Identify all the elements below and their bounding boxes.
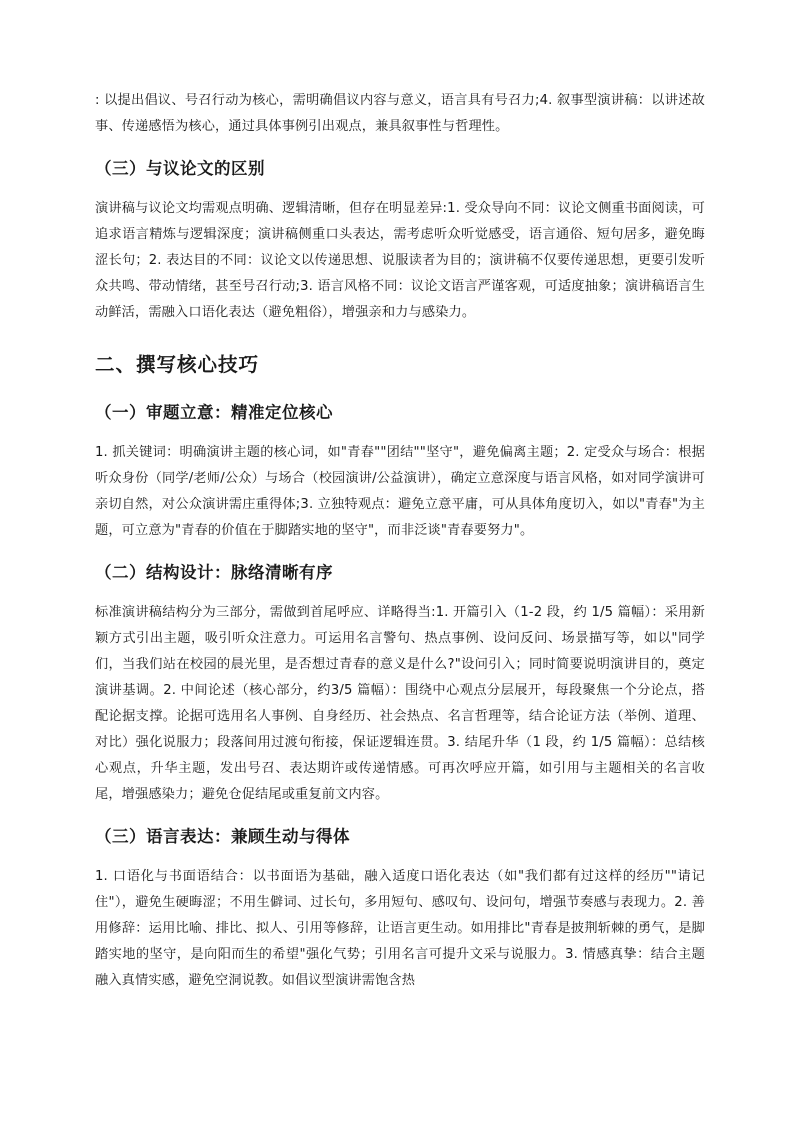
- subsection-heading-structure: （二）结构设计：脉络清晰有序: [95, 563, 333, 582]
- document-content: [95, 88, 705, 994]
- subsection-body-language: 1. 口语化与书面语结合：以书面语为基础，融入适度口语化表达（如"我们都有过这样的经历""请记住"），避免生硬晦涩；不用生僻词、过长句，多用短句、感叹句、设问句，增强节奏感与表现力。2. 善用修辞：运用比喻、排比、拟人、引用等修辞，让语言更生动。如用排比"青春是披荆斩棘的勇气，是脚踏实地的坚守，是向阳而生的希望"强化气势；引用名言可提升文采与说服力。3. 情感真挚：结合主题融入真情实感，避免空洞说教。如倡议型演讲需饱含热: [95, 869, 705, 988]
- section-body-difference: 演讲稿与议论文均需观点明确、逻辑清晰，但存在明显差异:1. 受众导向不同：议论文侧重书面阅读，可追求语言精炼与逻辑深度；演讲稿侧重口头表达，需考虑听众听觉感受，语言通俗、短句居多，避免晦涩长句；2. 表达目的不同：议论文以传递思想、说服读者为目的；演讲稿不仅要传递思想，更要引发听众共鸣、带动情绪，甚至号召行动;3. 语言风格不同：议论文语言严谨客观，可适度抽象；演讲稿语言生动鲜活，需融入口语化表达（避免粗俗），增强亲和力与感染力。: [95, 201, 705, 320]
- section-heading-difference: （三）与议论文的区别: [95, 159, 265, 178]
- subsection-heading-language: （三）语言表达：兼顾生动与得体: [95, 827, 350, 846]
- subsection-body-theme: 1. 抓关键词：明确演讲主题的核心词，如"青春""团结""坚守"，避免偏离主题；2. 定受众与场合：根据听众身份（同学/老师/公众）与场合（校园演讲/公益演讲），确定立意深度与语言风格，如对同学演讲可亲切自然，对公众演讲需庄重得体;3. 立独特观点：避免立意平庸，可从具体角度切入，如以"青春"为主题，可立意为"青春的价值在于脚踏实地的坚守"，而非泛谈"青春要努力"。: [95, 445, 705, 538]
- chapter-heading-core-skills: 二、撰写核心技巧: [95, 353, 260, 376]
- subsection-heading-theme: （一）审题立意：精准定位核心: [95, 403, 333, 422]
- intro-paragraph: : 以提出倡议、号召行动为核心，需明确倡议内容与意义，语言具有号召力;4. 叙事型演讲稿：以讲述故事、传递感悟为核心，通过具体事例引出观点，兼具叙事性与哲理性。: [95, 93, 705, 134]
- subsection-body-structure: 标准演讲稿结构分为三部分，需做到首尾呼应、详略得当:1. 开篇引入（1-2 段，约 1/5 篇幅）：采用新颖方式引出主题，吸引听众注意力。可运用名言警句、热点事例、设问反问、场景描写等，如以"同学们，当我们站在校园的晨光里，是否想过青春的意义是什么?"设问引入；同时简要说明演讲目的，奠定演讲基调。2. 中间论述（核心部分，约3/5 篇幅）：围绕中心观点分层展开，每段聚焦一个分论点，搭配论据支撑。论据可选用名人事例、自身经历、社会热点、名言哲理等，结合论证方法（举例、道理、对比）强化说服力；段落间用过渡句衔接，保证逻辑连贯。3. 结尾升华（1 段，约 1/5 篇幅）：总结核心观点，升华主题，发出号召、表达期许或传递情感。可再次呼应开篇，如引用与主题相关的名言收尾，增强感染力；避免仓促结尾或重复前文内容。: [95, 605, 705, 802]
